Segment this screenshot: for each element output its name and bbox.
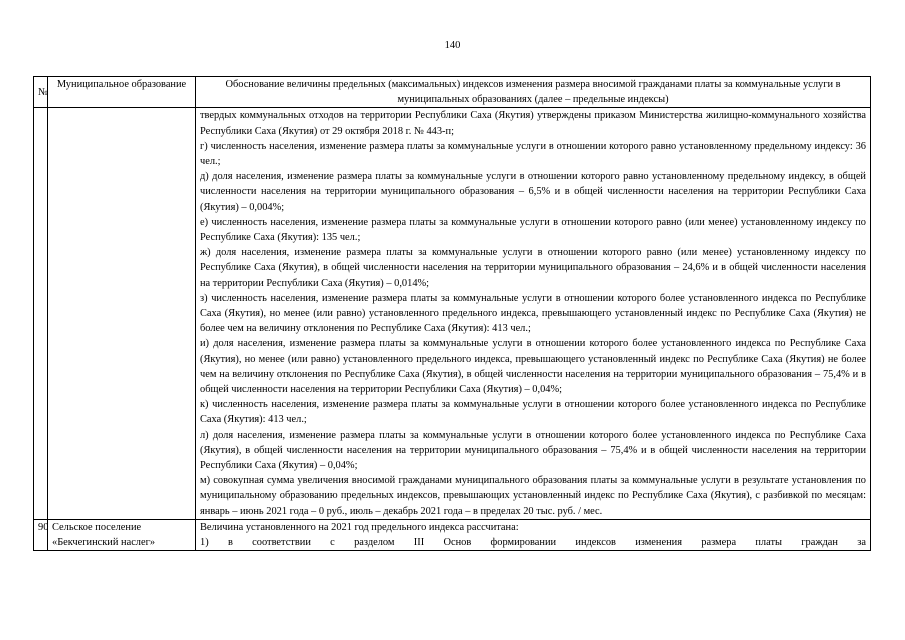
page-number: 140 xyxy=(444,40,461,51)
justification-paragraph: м) совокупная сумма увеличения вносимой гражданами муниципального образования платы за коммунальные услуги в результате установления по муниципальному образованию предельных индексов, превышающих установленный индекс по Республике Саха (Якутия), с разбивкой по месяцам: январь – июнь 2021 года – 0 руб., июль – декабрь 2021 года – в пределах 20 тыс. руб. / мес. xyxy=(200,475,866,517)
table-row-90 xyxy=(34,519,871,550)
table-header-row xyxy=(34,77,871,108)
justification-paragraph: 1) в соответствии с разделом III Основ формировании индексов изменения размера платы граждан за xyxy=(200,537,866,549)
justification-paragraph: е) численность населения, изменение размера платы за коммунальные услуги в отношении которого равно (или менее) установленному индексу по Республике Саха (Якутия): 135 чел.; xyxy=(200,216,866,244)
header-num: № xyxy=(34,77,48,108)
justification-text xyxy=(196,108,871,519)
justification-paragraph: к) численность населения, изменение размера платы за коммунальные услуги в отношении которого более установленного индекса по Республике Саха (Якутия): 413 чел.; xyxy=(200,399,866,426)
justification-paragraph: з) численность населения, изменение размера платы за коммунальные услуги в отношении которого более установленного индекса по Республике Саха (Якутия), но менее (или равно) установленного предельного индекса, превышающего установленный индекс по Республике Саха (Якутия) не более чем на величину отклонения по Республике Саха (Якутия): 413 чел.; xyxy=(200,292,866,335)
justification-table xyxy=(33,76,871,551)
header-justification: Обоснование величины предельных (максимальных) индексов изменения размера вносимой гражданами платы за коммунальные услуги в муниципальных образованиях (далее – предельные индексы) xyxy=(196,77,871,108)
justification-paragraph: Величина установленного на 2021 год предельного индекса рассчитана: xyxy=(200,521,519,533)
header-municipality: Муниципальное образование xyxy=(48,77,196,108)
row-number xyxy=(34,108,48,519)
justification-paragraph: ж) доля населения, изменение размера платы за коммунальные услуги в отношении которого равно (или менее) установленному индексу по Республике Саха (Якутия), в общей численности населения на территории муниципального образования – 24,6% и в общей численности населения на территории Республики Саха (Якутия) – 0,014%; xyxy=(200,247,866,289)
justification-paragraph: твердых коммунальных отходов на территории Республики Саха (Якутия) утверждены приказом Министерства жилищно-коммунального хозяйства Республики Саха (Якутия) от 29 октября 2018 г. № 443-п; xyxy=(200,110,866,137)
justification-text xyxy=(196,519,871,550)
justification-paragraph: и) доля населения, изменение размера платы за коммунальные услуги в отношении которого более установленного индекса по Республике Саха (Якутия), но менее (или равно) установленного предельного индекса, превышающего установленный индекс по Республике Саха (Якутия) не более чем на величину отклонения по Республике Саха (Якутия), в общей численности населения на территории муниципального образования – 75,4% и в общей численности населения на территории Республики Саха (Якутия) – 0,04%; xyxy=(200,338,866,396)
justification-paragraph: г) численность населения, изменение размера платы за коммунальные услуги в отношении которого равно установленному предельному индексу: 36 чел.; xyxy=(200,140,866,168)
municipality-name xyxy=(48,108,196,519)
municipality-name: Сельское поселение «Бекчегинский наслег» xyxy=(48,519,196,550)
table-row-continued xyxy=(34,108,871,519)
row-number: 90 xyxy=(34,519,48,550)
justification-paragraph: л) доля населения, изменение размера платы за коммунальные услуги в отношении которого более установленного индекса по Республике Саха (Якутия), в общей численности населения на территории муниципального образования – 75,4% и в общей численности населения на территории Республики Саха (Якутия) – 0,04%; xyxy=(200,429,866,472)
justification-paragraph: д) доля населения, изменение размера платы за коммунальные услуги в отношении которого равно установленному предельному индексу, в общей численности населения на территории муниципального образования – 6,5% и в общей численности населения на территории Республики Саха (Якутия) – 0,004%; xyxy=(200,171,866,213)
